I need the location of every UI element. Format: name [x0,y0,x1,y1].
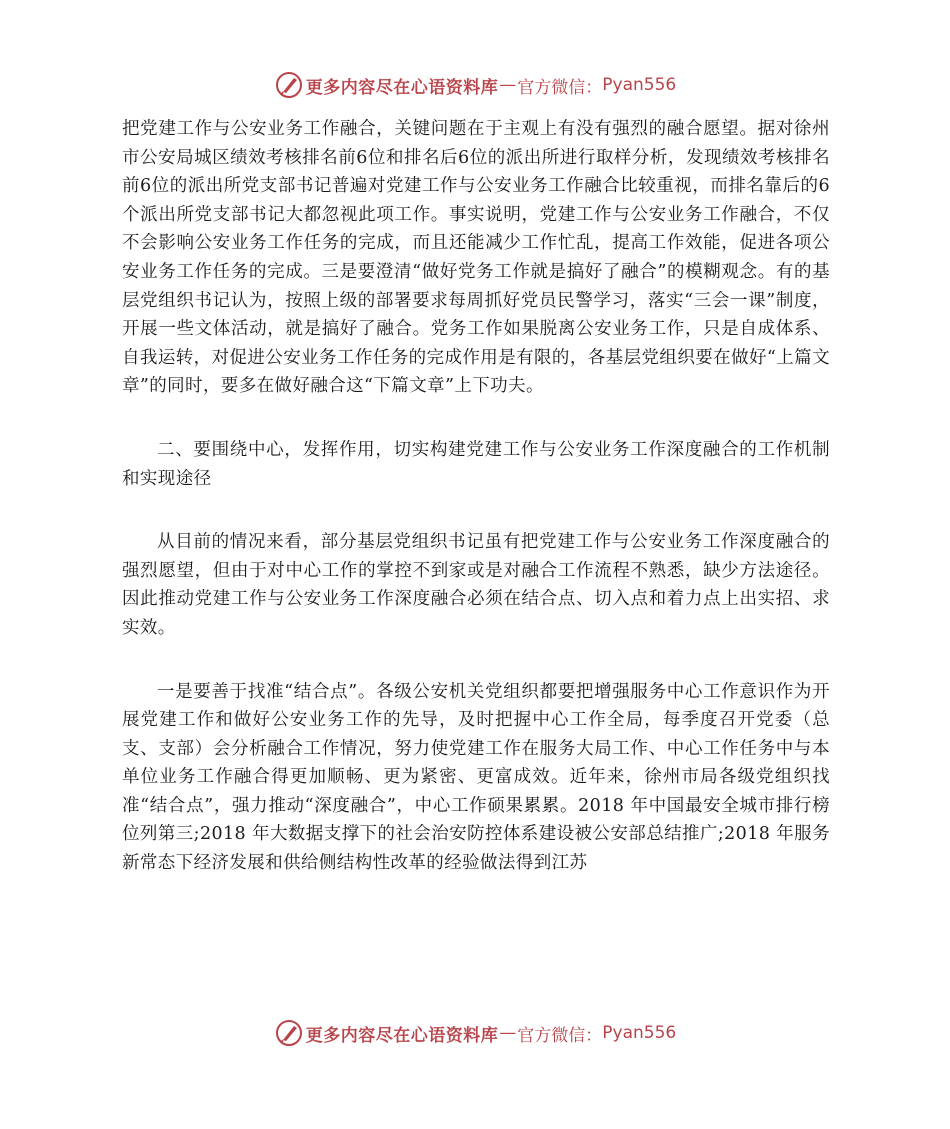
header-banner [0,68,950,102]
banner-dash: — [499,1023,517,1043]
quill-pen-seal-icon [274,1018,304,1048]
banner-wechat-id: Pyan556 [602,1023,677,1043]
banner-suffix-text: 官方微信： [517,77,603,98]
paragraph-intro: 从目前的情况来看，部分基层党组织书记虽有把党建工作与公安业务工作深度融合的强烈愿望，但由于对中心工作的掌控不到家或是对融合工作流程不熟悉，缺少方法途径。因此推动党建工作与公安业务工作深度融合必须在结合点、切入点和着力点上出实招、求实效。 [122,532,830,638]
section-heading: 二、要围绕中心，发挥作用，切实构建党建工作与公安业务工作深度融合的工作机制和实现途径 [122,439,830,489]
banner-main-text: 更多内容尽在心语资料库 [305,1025,499,1046]
banner-dash: — [499,75,517,95]
paragraph-continuation: 把党建工作与公安业务工作融合，关键问题在于主观上有没有强烈的融合愿望。据对徐州市公安局城区绩效考核排名前6位和排名后6位的派出所进行取样分析，发现绩效考核排名前6位的派出所党支部书记普遍对党建工作与公安业务工作融合比较重视，而排名靠后的6个派出所党支部书记大都忽视此项工作。事实说明，党建工作与公安业务工作融合，不仅不会影响公安业务工作任务的完成，而且还能减少工作忙乱，提高工作效能，促进各项公安业务工作任务的完成。三是要澄清“做好党务工作就是搞好了融合”的模糊观念。有的基层党组织书记认为，按照上级的部署要求每周抓好党员民警学习，落实“三会一课”制度，开展一些文体活动，就是搞好了融合。党务工作如果脱离公安业务工作，只是自成体系、自我运转，对促进公安业务工作任务的完成作用是有限的，各基层党组织要在做好“上篇文章”的同时，要多在做好融合这“下篇文章”上下功夫。 [122,119,830,397]
banner-suffix-text: 官方微信： [517,1025,603,1046]
document-body [122,115,830,878]
banner-main-text: 更多内容尽在心语资料库 [305,77,499,98]
banner-wechat-id: Pyan556 [602,75,677,95]
quill-pen-seal-icon [274,70,304,100]
footer-banner [0,1016,950,1050]
paragraph-point-one: 一是要善于找准“结合点”。各级公安机关党组织都要把增强服务中心工作意识作为开展党建工作和做好公安业务工作的先导，及时把握中心工作全局，每季度召开党委（总支、支部）会分析融合工作情况，努力使党建工作在服务大局工作、中心工作任务中与本单位业务工作融合得更加顺畅、更为紧密、更富成效。近年来，徐州市局各级党组织找准“结合点”，强力推动“深度融合”，中心工作硕果累累。2018 年中国最安全城市排行榜位列第三;2018 年大数据支撑下的社会治安防控体系建设被公安部总结推广;2018 年服务新常态下经济发展和供给侧结构性改革的经验做法得到江苏 [122,681,830,874]
